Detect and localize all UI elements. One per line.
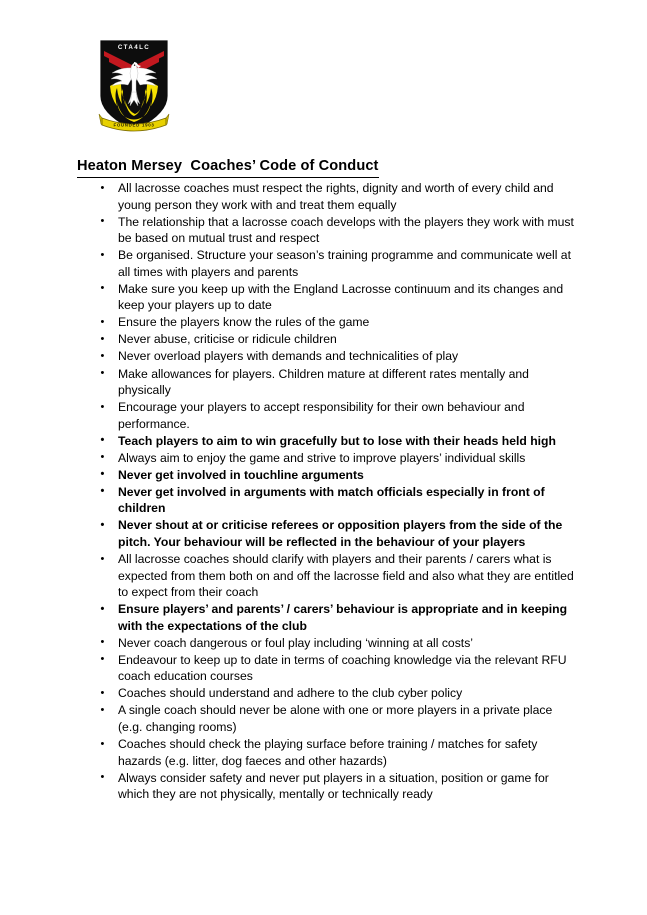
svg-text:FOUNDED 1903: FOUNDED 1903: [113, 122, 155, 128]
list-item: • The relationship that a lacrosse coach develops with the players they work with must be based on mutual trust and respect: [100, 214, 574, 247]
list-item: • All lacrosse coaches should clarify with players and their parents / carers what is expected from them both on and off the lacrosse field and also what they are entitled to expect from their coach: [100, 551, 574, 601]
list-item: • Never abuse, criticise or ridicule children: [100, 331, 574, 348]
list-item: • Be organised. Structure your season’s training programme and communicate well at all times with players and parents: [100, 247, 574, 280]
list-item: • Never get involved in touchline arguments: [100, 467, 574, 484]
list-item: • A single coach should never be alone with one or more players in a private place (e.g. changing rooms): [100, 702, 574, 735]
crest-icon: [97, 38, 171, 138]
list-item: • Always aim to enjoy the game and strive to improve players’ individual skills: [100, 450, 574, 467]
list-item: • Ensure players’ and parents’ / carers’ behaviour is appropriate and in keeping with the expectations of the club: [100, 601, 574, 634]
list-item: • Coaches should check the playing surface before training / matches for safety hazards (e.g. litter, dog faeces and other hazards): [100, 736, 574, 769]
list-item: • Teach players to aim to win gracefully but to lose with their heads held high: [100, 433, 574, 450]
club-crest-logo: [97, 38, 171, 138]
svg-text:CTA4LC: CTA4LC: [117, 44, 151, 51]
list-item: • All lacrosse coaches must respect the rights, dignity and worth of every child and young person they work with and treat them equally: [100, 180, 574, 213]
code-of-conduct-list: [100, 180, 574, 803]
list-item: • Make sure you keep up with the England Lacrosse continuum and its changes and keep your players up to date: [100, 281, 574, 314]
list-item: • Coaches should understand and adhere to the club cyber policy: [100, 685, 574, 702]
list-item: • Never shout at or criticise referees or opposition players from the side of the pitch. Your behaviour will be reflected in the behaviour of your players: [100, 517, 574, 550]
list-item: • Never coach dangerous or foul play including ‘winning at all costs’: [100, 635, 574, 652]
list-item: • Never get involved in arguments with match officials especially in front of children: [100, 484, 574, 517]
list-item: • Never overload players with demands and technicalities of play: [100, 348, 574, 365]
list-item: • Ensure the players know the rules of the game: [100, 314, 574, 331]
page-title: Heaton Mersey Coaches’ Code of Conduct: [77, 158, 379, 178]
list-item: • Encourage your players to accept responsibility for their own behaviour and performance.: [100, 399, 574, 432]
list-item: • Make allowances for players. Children mature at different rates mentally and physically: [100, 366, 574, 399]
list-item: • Always consider safety and never put players in a situation, position or game for which they are not physically, mentally or technically ready: [100, 770, 574, 803]
list-item: • Endeavour to keep up to date in terms of coaching knowledge via the relevant RFU coach education courses: [100, 652, 574, 685]
